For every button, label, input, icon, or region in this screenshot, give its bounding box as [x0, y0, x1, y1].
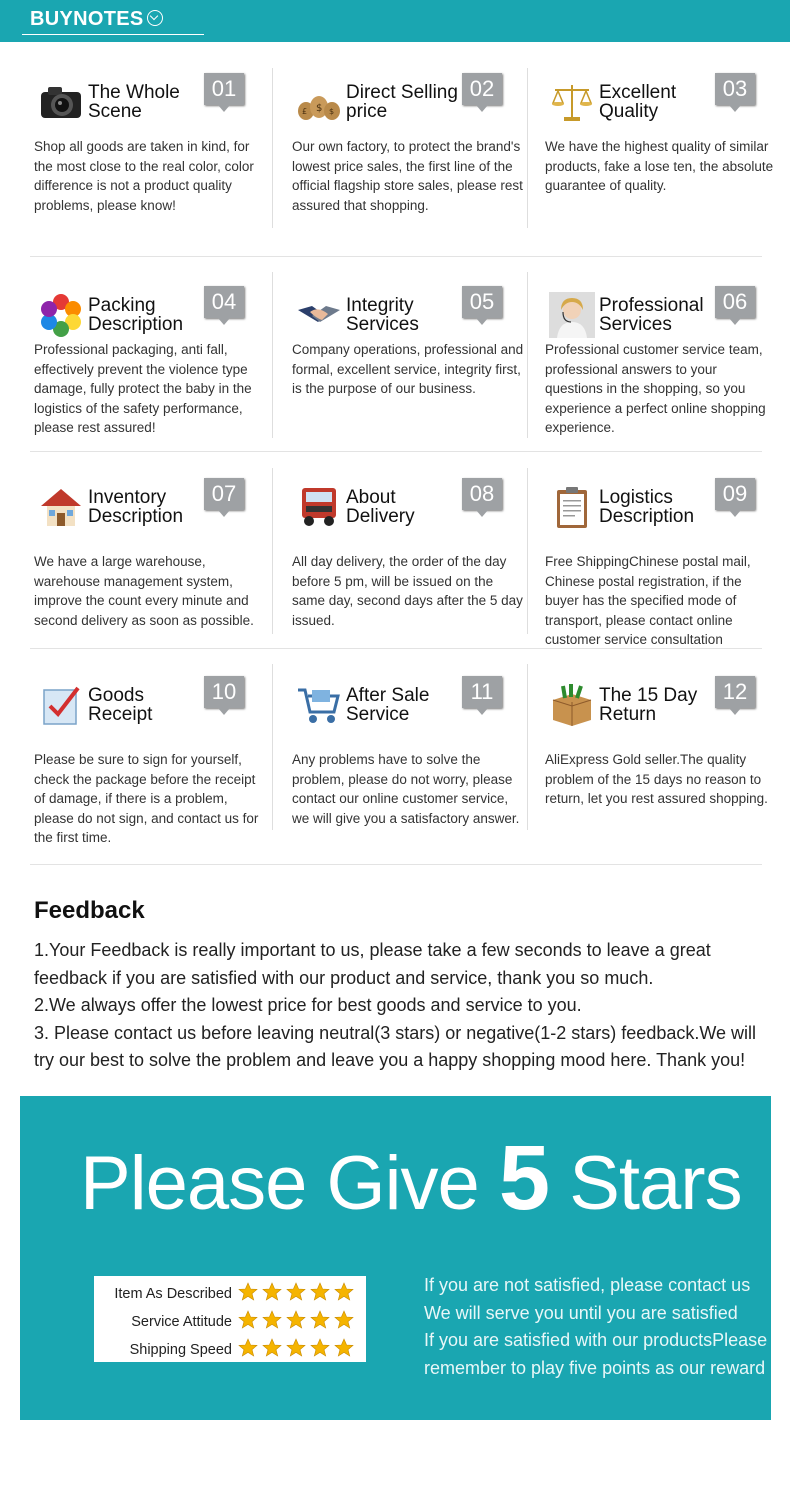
banner-message: We will serve you until you are satisfied — [424, 1302, 738, 1323]
row-divider — [30, 451, 762, 452]
note-title-line: Services — [346, 314, 419, 335]
star-icon — [238, 1338, 258, 1358]
star-icon — [310, 1310, 330, 1330]
note-number-badge: 01 — [204, 73, 244, 105]
note-description: AliExpress Gold seller.The quality problem of the 15 days no reason to return, let you rest assured shopping. — [545, 752, 768, 806]
note-number-badge: 04 — [204, 286, 244, 318]
box-icon — [549, 682, 595, 728]
note-title — [346, 296, 466, 334]
note-title — [599, 488, 719, 526]
scales-icon — [549, 79, 595, 125]
note-title-line: About — [346, 487, 396, 508]
note-title-line: Direct Selling — [346, 82, 458, 103]
note-title-line: Return — [599, 704, 657, 725]
banner-messages — [424, 1272, 767, 1382]
note-title-line: Goods — [88, 685, 144, 706]
note-title-line: Description — [88, 314, 184, 335]
brand-underline — [22, 34, 204, 35]
column-divider — [272, 468, 273, 634]
banner-title-number: 5 — [498, 1127, 550, 1229]
banner-message: If you are satisfied with our productsPlease — [424, 1330, 768, 1350]
color-wheel-icon — [38, 292, 84, 338]
note-title-line: Delivery — [346, 506, 415, 527]
note-description: Please be sure to sign for yourself, check the package before the receipt of damage, if there is a problem, please do not sign, and contact us for the first time. — [34, 752, 259, 845]
note-title-line: Service — [346, 704, 410, 725]
note-card — [292, 470, 530, 650]
checkmark-document-icon — [38, 682, 84, 728]
feedback-heading: Feedback — [34, 897, 145, 924]
note-number-badge: 05 — [462, 286, 502, 318]
column-divider — [527, 272, 528, 438]
note-description: We have the highest quality of similar products, fake a lose ten, the absolute guarantee of quality. — [545, 139, 774, 193]
note-card — [545, 278, 783, 458]
note-title-line: Logistics — [599, 487, 673, 508]
star-icon — [310, 1282, 330, 1302]
note-title — [346, 488, 466, 526]
banner-title-pre: Please Give — [80, 1141, 479, 1226]
brand-text: BUYNOTES — [30, 8, 144, 30]
note-card — [292, 65, 530, 245]
note-number-badge: 12 — [715, 676, 755, 708]
note-title-line: Services — [599, 314, 672, 335]
note-card — [292, 278, 530, 458]
star-icon — [334, 1310, 354, 1330]
note-title — [599, 686, 719, 724]
column-divider — [272, 664, 273, 830]
note-title-line: After Sale — [346, 685, 430, 706]
five-stars-banner — [20, 1096, 771, 1420]
rating-row — [94, 1280, 366, 1306]
note-number-badge: 07 — [204, 478, 244, 510]
feedback-body — [34, 937, 764, 1075]
note-card — [545, 470, 783, 650]
note-number-badge: 11 — [462, 676, 502, 708]
banner-title-post: Stars — [569, 1141, 742, 1226]
note-number-badge: 08 — [462, 478, 502, 510]
rating-label: Item As Described — [114, 1286, 232, 1302]
rating-label: Shipping Speed — [129, 1342, 232, 1358]
clipboard-icon — [549, 484, 595, 530]
star-icon — [238, 1282, 258, 1302]
svg-text:$: $ — [329, 107, 335, 116]
note-card — [34, 668, 272, 848]
note-title — [599, 296, 719, 334]
note-number-badge: 03 — [715, 73, 755, 105]
feedback-line: 3. Please contact us before leaving neutral(3 stars) or negative(1-2 stars) feedback.We will try our best to solve the problem and leave you a happy shopping mood here. Thank you! — [34, 1022, 757, 1070]
star-icon — [334, 1282, 354, 1302]
star-icon — [334, 1338, 354, 1358]
note-title-line: Receipt — [88, 704, 153, 725]
note-card — [34, 65, 272, 245]
note-title — [88, 296, 208, 334]
star-icon — [262, 1282, 282, 1302]
note-description: Any problems have to solve the problem, please do not worry, please contact our online customer service, we will give you a satisfactory answer. — [292, 752, 520, 826]
note-description: Free ShippingChinese postal mail, Chinese postal registration, if the buyer has the specified mode of transport, please contact online customer service consultation — [545, 554, 751, 647]
feedback-line: 2.We always offer the lowest price for best goods and service to you. — [34, 995, 582, 1015]
note-card — [292, 668, 530, 848]
note-description: Company operations, professional and formal, excellent service, integrity first, is the purpose of our business. — [292, 342, 524, 396]
row-divider — [30, 648, 762, 649]
rating-stars — [238, 1282, 358, 1307]
star-icon — [238, 1310, 258, 1330]
note-card — [545, 668, 783, 848]
note-description: Our own factory, to protect the brand's lowest price sales, the first line of the official flagship store sales, please rest assured that shopping. — [292, 139, 523, 213]
note-title-line: Quality — [599, 101, 659, 122]
row-divider — [30, 256, 762, 257]
note-card — [545, 65, 783, 245]
star-icon — [310, 1338, 330, 1358]
column-divider — [527, 664, 528, 830]
header-bar — [0, 0, 790, 42]
note-card — [34, 470, 272, 650]
rating-stars — [238, 1338, 358, 1363]
star-icon — [286, 1310, 306, 1330]
note-title-line: The Whole — [88, 82, 180, 103]
note-title-line: Professional — [599, 295, 704, 316]
note-title-line: The 15 Day — [599, 685, 698, 706]
star-icon — [262, 1310, 282, 1330]
note-number-badge: 10 — [204, 676, 244, 708]
note-description: Shop all goods are taken in kind, for the most close to the real color, color difference is not a product quality problems, please know! — [34, 139, 254, 213]
star-icon — [262, 1338, 282, 1358]
note-title — [346, 686, 466, 724]
chevron-down-icon — [147, 10, 163, 26]
svg-text:£: £ — [302, 107, 308, 116]
column-divider — [272, 272, 273, 438]
truck-icon — [296, 484, 342, 530]
note-title — [88, 488, 208, 526]
column-divider — [272, 68, 273, 228]
note-title — [88, 83, 208, 121]
note-number-badge: 02 — [462, 73, 502, 105]
money-bags-icon — [296, 79, 342, 125]
column-divider — [527, 68, 528, 228]
rating-row — [94, 1308, 366, 1334]
camera-icon — [38, 79, 84, 125]
banner-title — [80, 1126, 742, 1231]
rating-box — [94, 1276, 366, 1362]
note-description: Professional packaging, anti fall, effectively prevent the violence type damage, fully protect the baby in the logistics of the safety performance, please rest assured! — [34, 342, 252, 435]
house-icon — [38, 484, 84, 530]
note-title-line: Description — [599, 506, 695, 527]
rating-stars — [238, 1310, 358, 1335]
banner-message: If you are not satisfied, please contact us — [424, 1275, 751, 1295]
star-icon — [286, 1282, 306, 1302]
note-number-badge: 06 — [715, 286, 755, 318]
note-title-line: Integrity — [346, 295, 414, 316]
rating-label: Service Attitude — [131, 1314, 232, 1330]
note-title-line: Packing — [88, 295, 156, 316]
note-description: All day delivery, the order of the day before 5 pm, will be issued on the same day, second days after the 5 day issued. — [292, 554, 523, 628]
row-divider — [30, 864, 762, 865]
note-title — [599, 83, 719, 121]
brand-title — [30, 8, 163, 31]
note-title — [346, 83, 466, 121]
handshake-icon — [296, 292, 342, 338]
rating-row — [94, 1336, 366, 1362]
note-title-line: Excellent — [599, 82, 677, 103]
note-title-line: Scene — [88, 101, 142, 122]
note-number-badge: 09 — [715, 478, 755, 510]
support-agent-icon — [549, 292, 595, 338]
shopping-cart-icon — [296, 682, 342, 728]
banner-message: remember to play five points as our reward — [424, 1357, 766, 1378]
note-title-line: Description — [88, 506, 184, 527]
note-description: We have a large warehouse, warehouse management system, improve the count every minute and second delivery as soon as possible. — [34, 554, 254, 628]
column-divider — [527, 468, 528, 634]
note-title-line: Inventory — [88, 487, 167, 508]
feedback-line: 1.Your Feedback is really important to us, please take a few seconds to leave a great feedback if you are satisfied with our product and service, thank you so much. — [34, 940, 711, 988]
note-description: Professional customer service team, professional answers to your questions in the shopping, so you experience a perfect online shopping experience. — [545, 342, 766, 435]
note-title — [88, 686, 208, 724]
note-title-line: price — [346, 101, 388, 122]
star-icon — [286, 1338, 306, 1358]
note-card — [34, 278, 272, 458]
svg-text:$: $ — [316, 103, 323, 114]
